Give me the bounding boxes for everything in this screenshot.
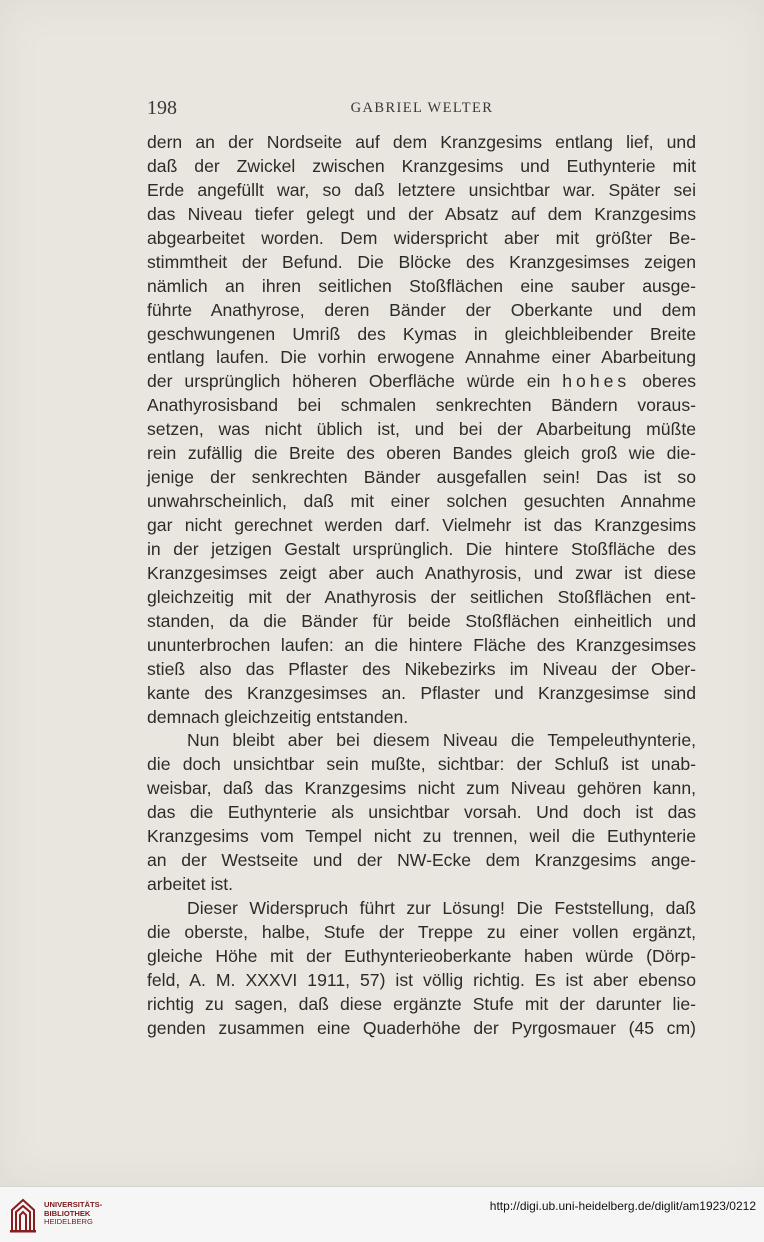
text-line: stimmtheit der Befund. Die Blöcke des Kranzgesimses zeigen <box>147 251 696 272</box>
text-line: der ursprünglich höheren Oberfläche würde ein hohes oberes <box>147 371 696 392</box>
text-line: richtig zu sagen, daß diese ergänzte Stufe mit der darunter lie- <box>147 993 696 1014</box>
text-line: abgearbeitet worden. Dem widerspricht aber mit größter Be- <box>147 227 696 248</box>
text-line: kante des Kranzgesimses an. Pflaster und Kranzgesimse sind <box>147 682 696 703</box>
text-line: standen, da die Bänder für beide Stoßflächen einheitlich und <box>147 610 696 631</box>
text-line: rein zufällig die Breite des oberen Bandes gleich groß wie die- <box>147 443 696 464</box>
running-head: GABRIEL WELTER <box>350 100 494 116</box>
text-line: arbeitet ist. <box>147 874 234 895</box>
text-line: die doch unsichtbar sein mußte, sichtbar: der Schluß ist unab- <box>147 754 696 775</box>
text-line: ununterbrochen laufen: an die hintere Fläche des Kranzgesimses <box>147 634 696 655</box>
text-line: jenige der senkrechten Bänder ausgefallen sein! Das ist so <box>147 467 696 488</box>
body-text <box>147 131 696 1041</box>
text-line: genden zusammen eine Quaderhöhe der Pyrgosmauer (45 cm) <box>147 1017 696 1038</box>
text-line: gleichzeitig mit der Anathyrosis der seitlichen Stoßflächen ent- <box>147 586 696 607</box>
library-name-line: UNIVERSITÄTS- <box>44 1200 103 1209</box>
text-line: Kranzgesimses zeigt aber auch Anathyrosis, und zwar ist diese <box>147 562 696 583</box>
emphasized-word: hohes <box>562 371 631 392</box>
text-line: demnach gleichzeitig entstanden. <box>147 706 409 727</box>
text-line: entlang laufen. Die vorhin erwogene Annahme einer Abarbeitung <box>147 347 696 368</box>
library-name-line: HEIDELBERG <box>44 1217 93 1227</box>
text-line: unwahrscheinlich, daß mit einer solchen gesuchten Annahme <box>147 491 696 512</box>
university-library-logo-icon[interactable] <box>9 1196 37 1234</box>
text-line: das die Euthynterie als unsichtbar vorsah. Und doch ist das <box>147 802 696 823</box>
text-line: Erde angefüllt war, so daß letztere unsichtbar war. Später sei <box>147 179 696 200</box>
text-line: stieß also das Pflaster des Nikebezirks im Niveau der Ober- <box>147 658 696 679</box>
text-line: nämlich an ihren seitlichen Stoßflächen eine sauber ausge- <box>147 275 696 296</box>
text-line: Anathyrosisband bei schmalen senkrechten Bändern voraus- <box>147 395 696 416</box>
text-line: gleiche Höhe mit der Euthynterieoberkante haben würde (Dörp- <box>147 945 696 966</box>
text-line: Kranzgesims vom Tempel nicht zu trennen, weil die Euthynterie <box>147 826 696 847</box>
text-line: setzen, was nicht üblich ist, und bei der Abarbeitung müßte <box>147 419 696 440</box>
text-line: das Niveau tiefer gelegt und der Absatz auf dem Kranzgesims <box>147 203 696 224</box>
text-line: geschwungenen Umriß des Kymas in gleichbleibender Breite <box>147 323 696 344</box>
text-line: in der jetzigen Gestalt ursprünglich. Die hintere Stoßfläche des <box>147 538 696 559</box>
text-line: die oberste, halbe, Stufe der Treppe zu einer vollen ergänzt, <box>147 921 696 942</box>
text-line: an der Westseite und der NW-Ecke dem Kranzgesims ange- <box>147 850 696 871</box>
text-line: dern an der Nordseite auf dem Kranzgesims entlang lief, und <box>147 132 696 152</box>
text-line: feld, A. M. XXXVI 1911, 57) ist völlig richtig. Es ist aber ebenso <box>147 969 696 990</box>
text-line: daß der Zwickel zwischen Kranzgesims und Euthynterie mit <box>147 155 696 176</box>
footer-bar <box>0 1186 764 1242</box>
text-line: führte Anathyrose, deren Bänder der Oberkante und dem <box>147 299 696 320</box>
page-header <box>147 97 697 119</box>
text-line: Dieser Widerspruch führt zur Lösung! Die Feststellung, daß <box>187 898 696 918</box>
page-number: 198 <box>147 97 177 119</box>
text-line: gar nicht gerechnet werden darf. Vielmehr ist das Kranzgesims <box>147 515 696 535</box>
text-line: Nun bleibt aber bei diesem Niveau die Tempeleuthynterie, <box>187 730 696 751</box>
library-name-line: BIBLIOTHEK <box>44 1208 91 1218</box>
text-line: weisbar, daß das Kranzgesims nicht zum Niveau gehören kann, <box>147 778 696 799</box>
library-name <box>44 1201 102 1227</box>
permalink-url[interactable]: http://digi.ub.uni-heidelberg.de/diglit/am1923/0212 <box>489 1199 756 1213</box>
